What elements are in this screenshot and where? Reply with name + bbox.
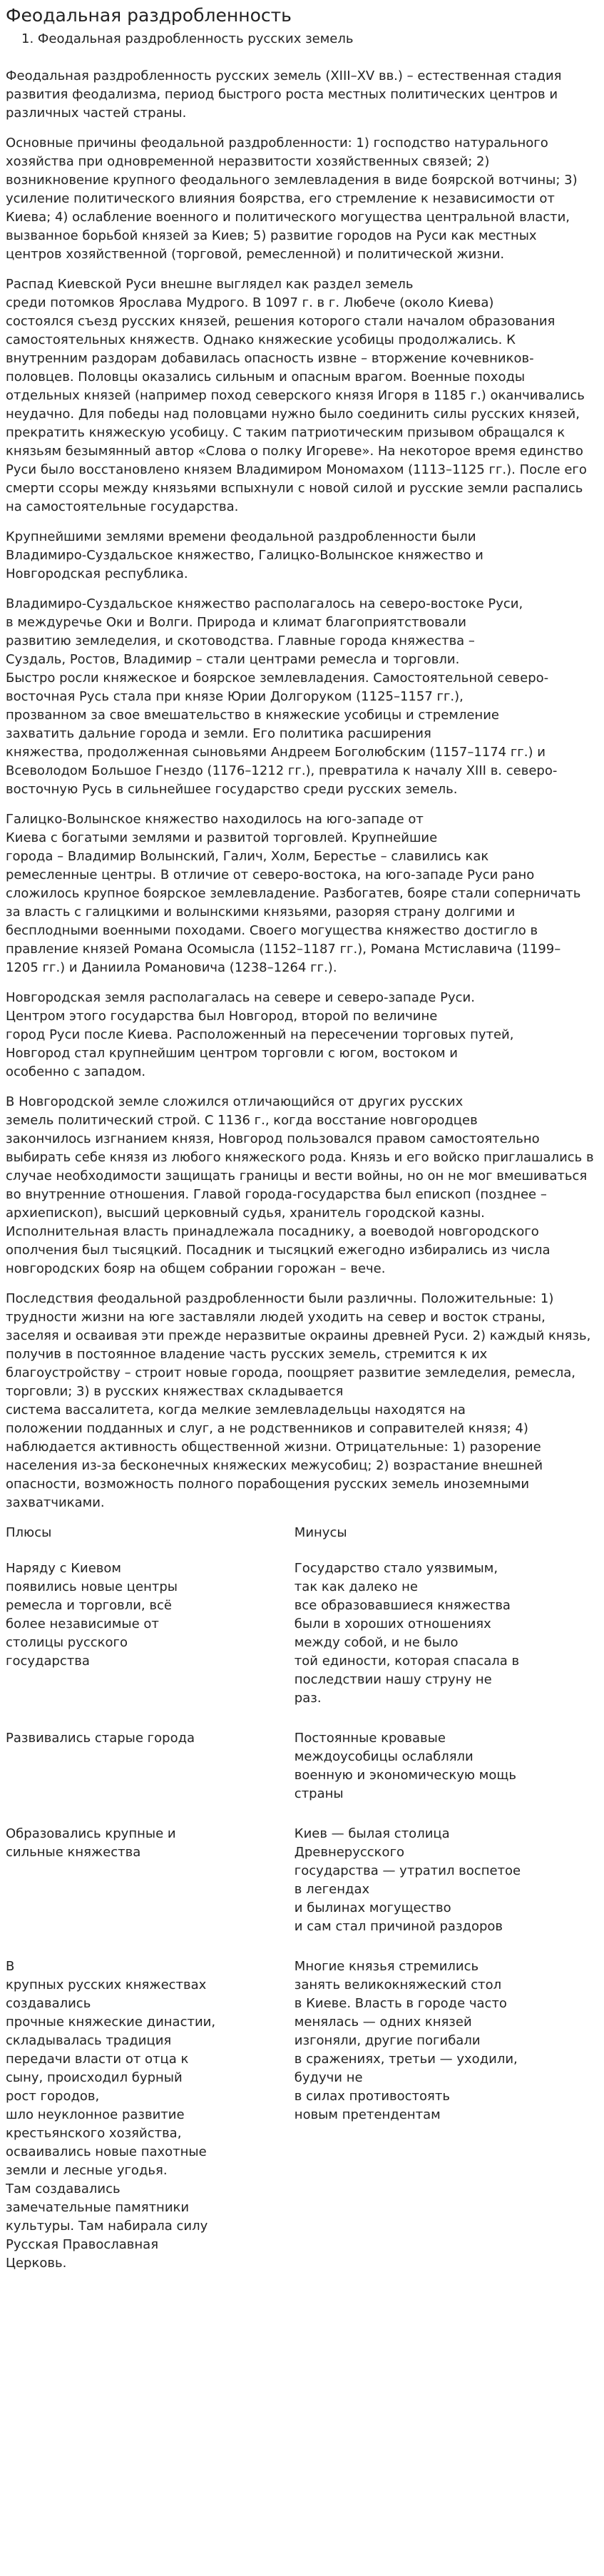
header-cons: Минусы	[294, 1525, 347, 1540]
paragraph-largest-lands: Крупнейшими землями времени феодальной раздробленности были Владимиро-Суздальское княжество, Галицко-Волынское княжество и Новгородская республика.	[6, 529, 483, 581]
pros-cell: Наряду с Киевом появились новые центры ремесла и торговли, всё более независимые от столицы русского государства	[6, 1561, 178, 1669]
paragraph-novgorod-land: Новгородская земля располагалась на севере и северо-западе Руси. Центром этого государства был Новгород, второй по величине город Руси после Киева. Расположенный на пересечении торговых путей, Новгород стал крупнейшим центром торговли с югом, востоком и особенно с западом.	[6, 990, 514, 1079]
section-heading: 1. Феодальная раздробленность русских земель	[21, 31, 354, 46]
cons-cell: Многие князья стремились занять великокняжеский стол в Киеве. Власть в городе часто менялась — одних князей изгоняли, другие погибали в сражениях, третьи — уходили, будучи не в силах противостоять новым претендентам	[294, 1959, 518, 2122]
paragraph-vladimir-suzdal: Владимиро-Суздальское княжество располагалось на северо-востоке Руси, в междуречье Оки и Волги. Природа и климат благоприятствовали развитию земледелия, и скотоводства. Главные города княжества – Суздаль, Ростов, Владимир – стали центрами ремесла и торговли. Быстро росли княжеское и боярское землевладения. Самостоятельной северо-восточная Русь стала при князе Юрии Долгоруком (1125–1157 гг.), прозванном за свое вмешательство в княжеские усобицы и стремление захватить дальние города и земли. Его политика расширения княжества, продолженная сыновьями Андреем Боголюбским (1157–1174 гг.) и Всеволодом Большое Гнездо (1176–1212 гг.), превратила к началу XIII в. северо-восточную Русь в сильнейшее государство среди русских земель.	[6, 596, 558, 797]
table-row	[6, 1729, 595, 1825]
pros-cell: В крупных русских княжествах создавались прочные княжеские династии, складывалась традиция передачи власти от отца к сыну, происходил бурный рост городов, шло неуклонное развитие крестьянского хозяйства, осваивались новые пахотные земли и лесные угодья. Там создавались замечательные памятники культуры. Там набирала силу Русская Православная Церковь.	[6, 1959, 216, 2271]
paragraph-novgorod-politics: В Новгородской земле сложился отличающийся от других русских земель политический строй. С 1136 г., когда восстание новгородцев закончилось изгнанием князя, Новгород пользовался правом самостоятельно выбирать себе князя из любого княжеского рода. Князь и его войско приглашались в случае необходимости защищать границы и вести войны, но он не мог вмешиваться во внутренние отношения. Главой города-государства был епископ (позднее – архиепископ), высший церковный судья, хранитель городской казны. Исполнительная власть принадлежала посаднику, а воеводой новгородского ополчения был тысяцкий. Посадник и тысяцкий ежегодно избирались из числа новгородских бояр на общем собрании горожан – вече.	[6, 1094, 594, 1276]
paragraph-kievan-collapse: Распад Киевской Руси внешне выглядел как раздел земель среди потомков Ярослава Мудрого. В 1097 г. в г. Любече (около Киева) состоялся съезд русских князей, решения которого стали началом образования самостоятельных княжеств. Однако княжеские усобицы продолжались. К внутренним раздорам добавилась опасность извне – вторжение кочевников-половцев. Половцы оказались сильным и опасным врагом. Военные походы отдельных князей (например поход северского князя Игоря в 1185 г.) оканчивались неудачно. Для победы над половцами нужно было соединить силы русских князей, прекратить княжескую усобицу. С таким патриотическим призывом обращался к князьям безымянный автор «Слова о полку Игореве». На некоторое время единство Руси было восстановлено князем Владимиром Мономахом (1113–1125 гг.). После его смерти ссоры между князьями вспыхнули с новой силой и русские земли распались на самостоятельные государства.	[6, 277, 587, 514]
cons-cell: Постоянные кровавые междоусобицы ослабляли военную и экономическую мощь страны	[294, 1731, 516, 1801]
paragraph-causes: Основные причины феодальной раздробленности: 1) господство натурального хозяйства при одновременной неразвитости хозяйственных связей; 2) возникновение крупного феодального землевладения в виде боярской вотчины; 3) усиление политического влияния боярства, его стремление к независимости от Киева; 4) ослабление военного и политического могущества центральной власти, вызванное борьбой князей за Киев; 5) развитие городов на Руси как местных центров хозяйственной (торговой, ремесленной) и политической жизни.	[6, 136, 578, 262]
pros-cons-table	[6, 1524, 595, 2294]
paragraph-consequences: Последствия феодальной раздробленности были различны. Положительные: 1) трудности жизни на юге заставляли людей уходить на север и восток страны, заселяя и осваивая эти прежде неразвитые окраины древней Руси. 2) каждый князь, получив в постоянное владение часть русских земель, стремится к их благоустройству – строит новые города, поощряет развитие земледелия, ремесла, торговли; 3) в русских княжествах складывается система вассалитета, когда мелкие землевладельцы находятся на положении подданных и слуг, а не родственников и соправителей князя; 4) наблюдается активность общественной жизни. Отрицательные: 1) разорение населения из-за бесконечных княжеских межусобиц; 2) возрастание внешней опасности, возможность полного порабощения русских земель иноземными захватчиками.	[6, 1291, 591, 1510]
page-title: Феодальная раздробленность	[6, 5, 292, 26]
paragraph-definition: Феодальная раздробленность русских земель (XIII–XV вв.) – естественная стадия развития феодализма, период быстрого роста местных политических центров и различных частей страны.	[6, 68, 562, 121]
header-pros: Плюсы	[6, 1525, 52, 1540]
cons-cell: Государство стало уязвимым, так как далеко не все образовавшиеся княжества были в хороших отношениях между собой, и не было той единости, которая спасала в последствии нашу струну не раз.	[294, 1561, 520, 1706]
pros-cell: Образовались крупные и сильные княжества	[6, 1826, 176, 1860]
pros-cell: Развивались старые города	[6, 1731, 195, 1746]
table-row	[6, 1958, 595, 2294]
table-row	[6, 1559, 595, 1729]
cons-cell: Киев — былая столица Древнерусского государства — утратил воспетое в легендах и былинах могущество и сам стал причиной раздоров	[294, 1826, 521, 1934]
paragraph-galicia-volhynia: Галицко-Волынское княжество находилось на юго-западе от Киева с богатыми землями и развитой торговлей. Крупнейшие города – Владимир Волынский, Галич, Холм, Берестье – славились как ремесленные центры. В отличие от северо-востока, на юго-западе Руси рано сложилось крупное боярское землевладение. Разбогатев, бояре стали соперничать за власть с галицкими и волынскими князьями, разоряя страну долгими и бесплодными военными походами. Своего могущества княжество достигло в правление князей Романа Осомысла (1152–1187 гг.), Романа Мстиславича (1199– 1205 гг.) и Даниила Романовича (1238–1264 гг.).	[6, 812, 581, 975]
table-row	[6, 1825, 595, 1958]
table-header-row	[6, 1524, 595, 1559]
